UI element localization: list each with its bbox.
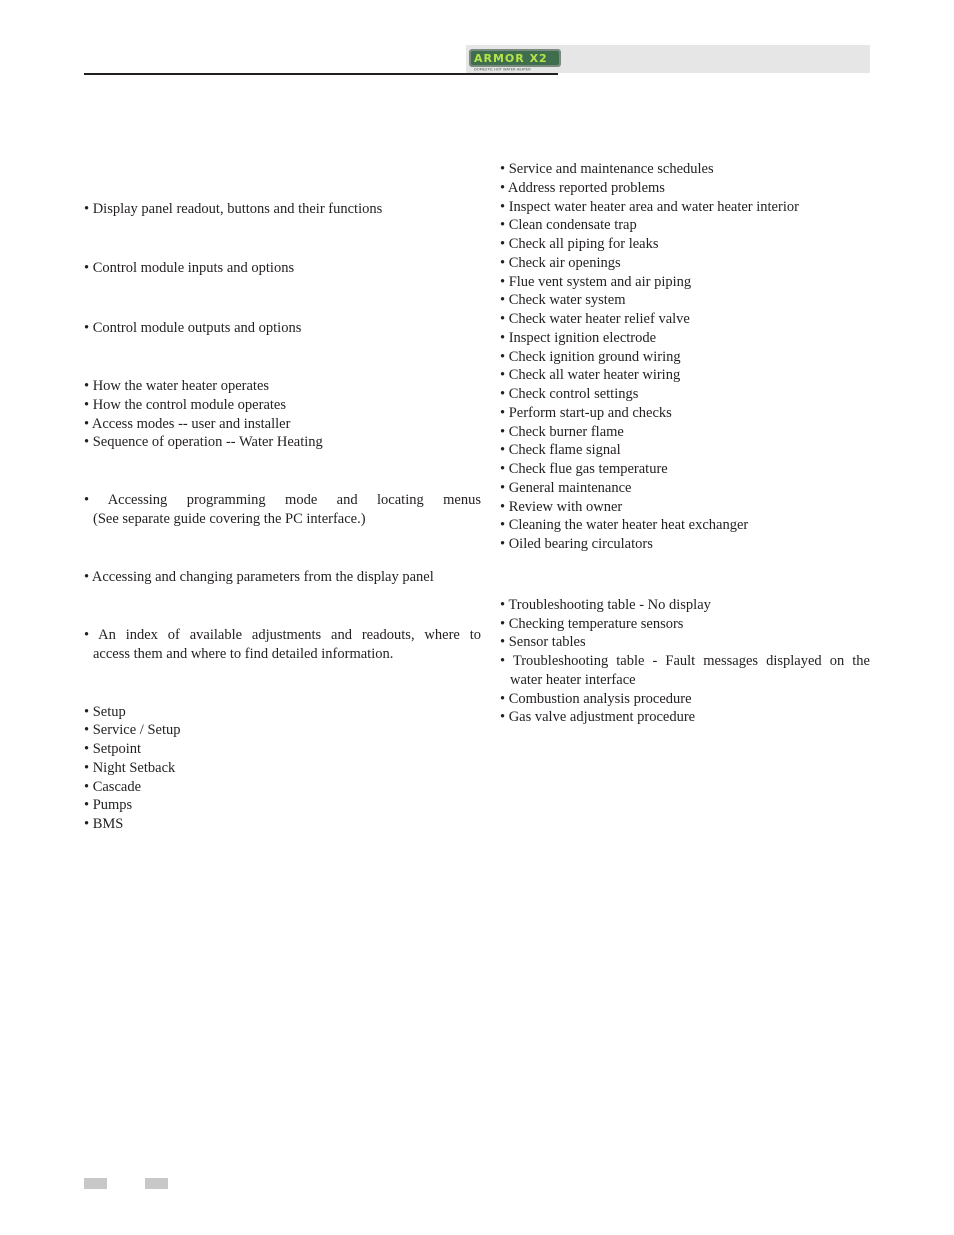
outputs-item: • Control module outputs and options <box>84 320 302 336</box>
maintenance-item: • Check water heater relief valve <box>500 311 690 327</box>
index-item-cont: access them and where to find detailed information. <box>93 646 394 662</box>
header-rule <box>84 73 558 75</box>
maintenance-item: • Check burner flame <box>500 423 624 440</box>
maintenance-item: • General maintenance <box>500 479 632 496</box>
programming-item-cont: (See separate guide covering the PC interface.) <box>93 511 366 527</box>
armor-x2-logo <box>468 46 564 72</box>
maintenance-item: • Perform start-up and checks <box>500 404 672 421</box>
maintenance-item: • Review with owner <box>500 498 623 515</box>
maintenance-item: • Check ignition ground wiring <box>500 348 681 365</box>
menu-item: • Setup <box>84 704 126 720</box>
display-panel-item: • Display panel readout, buttons and their functions <box>84 201 383 217</box>
maintenance-item: • Clean condensate trap <box>500 217 637 234</box>
parameters-item: • Accessing and changing parameters from the display panel <box>84 569 434 585</box>
troubleshooting-item: • Troubleshooting table - No display <box>500 597 711 613</box>
maintenance-item: • Check control settings <box>500 386 639 402</box>
maintenance-item: • Check flame signal <box>500 442 621 459</box>
troubleshooting-item: • Checking temperature sensors <box>500 616 684 632</box>
maintenance-item: • Check all piping for leaks <box>500 236 659 252</box>
procedure-item: • Combustion analysis procedure <box>500 691 692 707</box>
operation-item: • How the control module operates <box>84 397 286 413</box>
operation-item: • Sequence of operation -- Water Heating <box>84 434 323 450</box>
menu-item: • Cascade <box>84 779 142 795</box>
maintenance-item: • Address reported problems <box>500 179 665 196</box>
maintenance-item: • Cleaning the water heater heat exchanger <box>500 517 749 534</box>
maintenance-item: • Check water system <box>500 292 626 309</box>
logo-wordmark: ARMOR X2 <box>474 52 548 65</box>
menu-item: • Pumps <box>84 797 133 813</box>
footer-mark-right <box>145 1178 168 1189</box>
logo-subtext: DOMESTIC HOT WATER HEATER <box>474 67 531 72</box>
maintenance-item: • Flue vent system and air piping <box>500 273 692 290</box>
menu-item: • Setpoint <box>84 741 142 757</box>
fault-messages-item: • Troubleshooting table - Fault messages displayed on the <box>500 653 870 669</box>
inputs-item: • Control module inputs and options <box>84 260 295 276</box>
maintenance-item: • Check air openings <box>500 254 621 271</box>
maintenance-item: • Check all water heater wiring <box>500 367 681 384</box>
menu-item: • Night Setback <box>84 760 176 776</box>
maintenance-item: • Service and maintenance schedules <box>500 161 714 177</box>
menu-item: • BMS <box>84 816 124 832</box>
footer-mark-left <box>84 1178 107 1189</box>
procedure-item: • Gas valve adjustment procedure <box>500 709 696 725</box>
fault-messages-item-cont: water heater interface <box>510 672 636 688</box>
maintenance-list <box>500 160 799 554</box>
maintenance-item: • Inspect water heater area and water heater interior <box>500 198 799 215</box>
maintenance-item: • Oiled bearing circulators <box>500 536 653 552</box>
maintenance-item: • Check flue gas temperature <box>500 461 668 477</box>
operation-item: • How the water heater operates <box>84 378 270 394</box>
programming-item: • Accessing programming mode and locating menus <box>84 492 481 508</box>
maintenance-item: • Inspect ignition electrode <box>500 329 657 346</box>
troubleshooting-item: • Sensor tables <box>500 634 586 650</box>
menu-item: • Service / Setup <box>84 722 181 738</box>
operation-item: • Access modes -- user and installer <box>84 416 291 432</box>
index-item: • An index of available adjustments and readouts, where to <box>84 627 481 643</box>
